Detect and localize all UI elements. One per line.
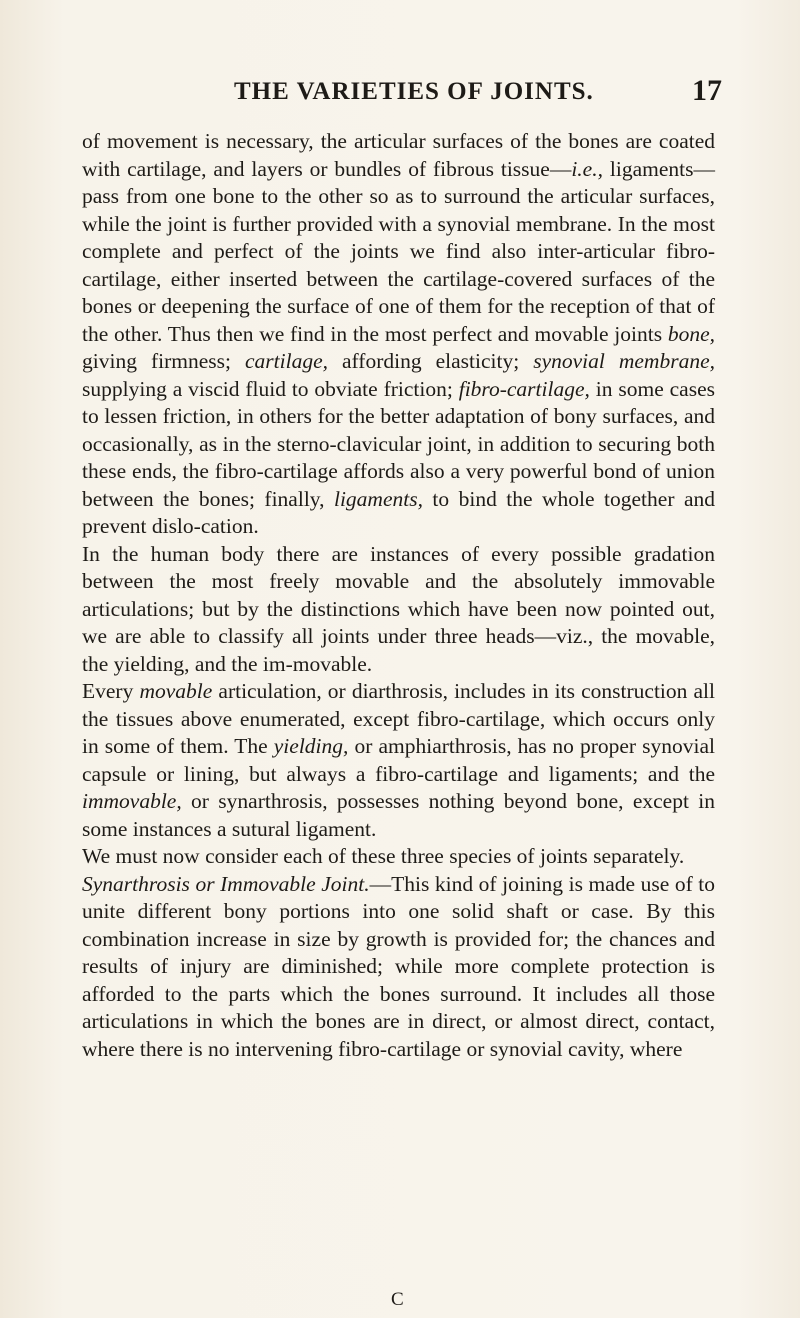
text-run: affording elasticity; bbox=[327, 349, 534, 373]
text-run: In the human body there are instances of every possible gradation between the most freely movable and the absolutely immovable articulations; but by the distinctions which have been now pointed out, we are able to classify all joints under three heads—viz., the movable, the yielding, and the im-movable. bbox=[82, 541, 715, 676]
italic-text-run: fibro-cartilage, bbox=[458, 376, 590, 401]
text-run: of movement is necessary, the articular surfaces of the bones are coated with cartilage, and layers or bundles of fibrous tissue— bbox=[82, 129, 715, 181]
text-run: or amphiarthrosis, has no proper synovial capsule or lining, but always a fibro-cartilage and ligaments; and the bbox=[82, 734, 716, 786]
paragraph-joint-structure bbox=[82, 128, 715, 541]
italic-text-run: movable bbox=[139, 679, 213, 703]
italic-text-run: bone, bbox=[667, 321, 715, 346]
italic-text-run: synovial membrane, bbox=[533, 349, 715, 373]
italic-text-run: immovable, bbox=[82, 789, 182, 813]
text-run: giving firmness; bbox=[82, 349, 245, 373]
text-run: or synarthrosis, possesses nothing beyond bone, except in some instances a sutural ligament. bbox=[82, 789, 715, 841]
text-run: articulation, or diarthrosis, includes in its construction all the tissues above enumerated, except fibro-cartilage, which occurs only in some of them. The bbox=[82, 679, 715, 758]
text-run: to bind the whole together and prevent dislo-cation. bbox=[82, 486, 715, 538]
italic-text-run: ligaments, bbox=[333, 486, 423, 511]
running-title: THE VARIETIES OF JOINTS. bbox=[234, 78, 594, 105]
italic-text-run: i.e., bbox=[571, 156, 603, 181]
text-run: —This kind of joining is made use of to unite different bony portions into one solid shaft or case. By this combination increase in size by growth is provided for; the chances and results of injury are diminished; while more complete protection is afforded to the parts which the bones surround. It includes all those articulations in which the bones are in direct, or almost direct, contact, where there is no intervening fibro-cartilage or synovial cavity, where bbox=[82, 871, 716, 1061]
paragraph-gradation bbox=[82, 541, 715, 679]
text-run: We must now consider each of these three species of joints separately. bbox=[82, 844, 685, 868]
italic-text-run: yielding, bbox=[273, 734, 349, 758]
text-run: Every bbox=[82, 679, 140, 703]
text-run: in some cases to lessen friction, in others for the better adaptation of bony surfaces, and occasionally, as in the sterno-clavicular joint, in addition to securing both these ends, the fibro-cartilage affords also a very powerful bond of union between the bones; finally, bbox=[82, 376, 715, 511]
signature-mark: C bbox=[391, 1289, 405, 1310]
italic-text-run: cartilage, bbox=[244, 349, 328, 373]
section-heading-italic: Synarthrosis or Immovable Joint. bbox=[82, 871, 370, 896]
body-text bbox=[82, 128, 715, 1063]
paragraph-synarthrosis bbox=[82, 871, 715, 1064]
paragraph-joint-classes bbox=[82, 678, 715, 843]
paragraph-separate-consideration bbox=[82, 843, 715, 871]
text-run: supplying a viscid fluid to obviate friction; bbox=[82, 376, 459, 401]
running-head bbox=[0, 74, 800, 112]
page-number: 17 bbox=[692, 74, 722, 107]
text-run: ligaments—pass from one bone to the other so as to surround the articular surfaces, while the joint is further provided with a synovial membrane. In the most complete and perfect of the joints we find also inter-articular fibro-cartilage, either inserted between the cartilage-covered surfaces of the bones or deepening the surface of one of them for the reception of that of the other. Thus then we find in the most perfect and movable joints bbox=[82, 156, 715, 346]
